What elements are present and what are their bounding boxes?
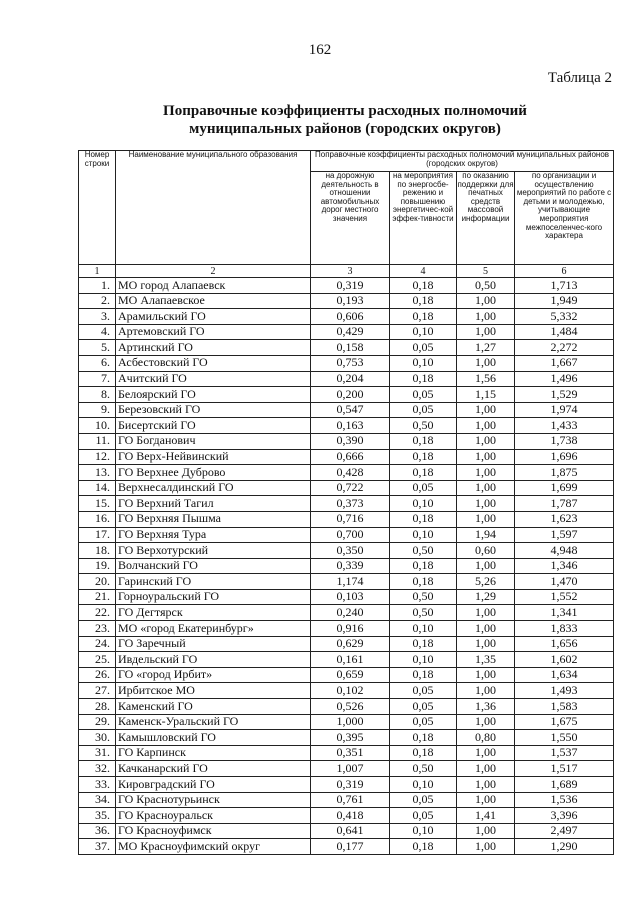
row-number-cell: 11.	[79, 433, 116, 449]
table-row	[79, 699, 614, 715]
energy-coefficient-cell: 0,18	[390, 839, 457, 855]
energy-coefficient-cell: 0,18	[390, 449, 457, 465]
road-coefficient-cell: 0,319	[311, 278, 390, 294]
road-coefficient-cell: 0,916	[311, 621, 390, 637]
municipality-name-cell: Камышловский ГО	[116, 730, 311, 746]
table-row	[79, 621, 614, 637]
table-row	[79, 324, 614, 340]
table-row	[79, 402, 614, 418]
row-number-cell: 26.	[79, 667, 116, 683]
column-number-6: 6	[515, 265, 614, 278]
youth-coefficient-cell: 5,332	[515, 309, 614, 325]
municipality-name-cell: Ирбитское МО	[116, 683, 311, 699]
municipality-name-cell: Гаринский ГО	[116, 574, 311, 590]
energy-coefficient-cell: 0,18	[390, 636, 457, 652]
press-coefficient-cell: 1,41	[457, 808, 515, 824]
press-coefficient-cell: 1,00	[457, 777, 515, 793]
municipality-name-cell: Асбестовский ГО	[116, 355, 311, 371]
row-number-cell: 8.	[79, 387, 116, 403]
youth-coefficient-cell: 1,597	[515, 527, 614, 543]
press-coefficient-cell: 1,00	[457, 683, 515, 699]
energy-coefficient-cell: 0,18	[390, 293, 457, 309]
youth-coefficient-cell: 1,656	[515, 636, 614, 652]
energy-coefficient-cell: 0,05	[390, 402, 457, 418]
youth-coefficient-cell: 1,550	[515, 730, 614, 746]
municipality-name-cell: ГО Красноуфимск	[116, 823, 311, 839]
table-row	[79, 340, 614, 356]
table-row	[79, 808, 614, 824]
table-row	[79, 745, 614, 761]
press-coefficient-cell: 1,94	[457, 527, 515, 543]
press-coefficient-cell: 1,00	[457, 402, 515, 418]
youth-coefficient-cell: 4,948	[515, 543, 614, 559]
press-coefficient-cell: 1,00	[457, 293, 515, 309]
youth-coefficient-cell: 1,493	[515, 683, 614, 699]
table-row	[79, 667, 614, 683]
press-coefficient-cell: 1,00	[457, 792, 515, 808]
road-coefficient-cell: 1,007	[311, 761, 390, 777]
energy-coefficient-cell: 0,18	[390, 465, 457, 481]
row-number-cell: 3.	[79, 309, 116, 325]
row-number-cell: 30.	[79, 730, 116, 746]
table-row	[79, 605, 614, 621]
energy-coefficient-cell: 0,05	[390, 714, 457, 730]
row-number-cell: 2.	[79, 293, 116, 309]
road-coefficient-cell: 0,641	[311, 823, 390, 839]
road-coefficient-cell: 0,158	[311, 340, 390, 356]
road-coefficient-cell: 0,761	[311, 792, 390, 808]
municipality-name-cell: Горноуральский ГО	[116, 589, 311, 605]
road-coefficient-cell: 0,103	[311, 589, 390, 605]
row-number-cell: 27.	[79, 683, 116, 699]
energy-coefficient-cell: 0,10	[390, 823, 457, 839]
energy-coefficient-cell: 0,18	[390, 558, 457, 574]
column-numbers-row	[79, 265, 614, 278]
table-row	[79, 293, 614, 309]
press-coefficient-cell: 0,80	[457, 730, 515, 746]
table-body	[79, 265, 614, 855]
youth-coefficient-cell: 1,833	[515, 621, 614, 637]
table-row	[79, 543, 614, 559]
youth-coefficient-cell: 1,470	[515, 574, 614, 590]
press-coefficient-cell: 1,00	[457, 496, 515, 512]
table-row	[79, 371, 614, 387]
road-coefficient-cell: 0,163	[311, 418, 390, 434]
municipality-name-cell: ГО Богданович	[116, 433, 311, 449]
header-coefficients-group: Поправочные коэффициенты расходных полномочий муниципальных районов (городских округов)	[311, 151, 614, 172]
youth-coefficient-cell: 1,536	[515, 792, 614, 808]
energy-coefficient-cell: 0,50	[390, 418, 457, 434]
press-coefficient-cell: 1,29	[457, 589, 515, 605]
youth-coefficient-cell: 1,689	[515, 777, 614, 793]
press-coefficient-cell: 1,00	[457, 480, 515, 496]
row-number-cell: 31.	[79, 745, 116, 761]
municipality-name-cell: МО «город Екатеринбург»	[116, 621, 311, 637]
row-number-cell: 23.	[79, 621, 116, 637]
municipality-name-cell: ГО «город Ирбит»	[116, 667, 311, 683]
road-coefficient-cell: 0,629	[311, 636, 390, 652]
energy-coefficient-cell: 0,10	[390, 324, 457, 340]
youth-coefficient-cell: 1,623	[515, 511, 614, 527]
youth-coefficient-cell: 1,634	[515, 667, 614, 683]
press-coefficient-cell: 1,00	[457, 433, 515, 449]
table-row	[79, 558, 614, 574]
municipality-name-cell: Качканарский ГО	[116, 761, 311, 777]
municipality-name-cell: ГО Верхнее Дуброво	[116, 465, 311, 481]
table-row	[79, 433, 614, 449]
column-number-3: 3	[311, 265, 390, 278]
youth-coefficient-cell: 1,517	[515, 761, 614, 777]
press-coefficient-cell: 1,00	[457, 667, 515, 683]
municipality-name-cell: ГО Верх-Нейвинский	[116, 449, 311, 465]
row-number-cell: 37.	[79, 839, 116, 855]
municipality-name-cell: ГО Верхняя Тура	[116, 527, 311, 543]
road-coefficient-cell: 0,659	[311, 667, 390, 683]
header-energy-saving: на мероприятия по энергосбе-режению и повышению энергетичес-кой эффек-тивности	[390, 172, 457, 265]
header-youth-work: по организации и осуществлению мероприятий по работе с детьми и молодежью, учитывающие мероприятия межпоселенчес-кого характера	[515, 172, 614, 265]
youth-coefficient-cell: 1,346	[515, 558, 614, 574]
column-number-1: 1	[79, 265, 116, 278]
press-coefficient-cell: 1,15	[457, 387, 515, 403]
header-row-number: Номер строки	[79, 151, 116, 265]
row-number-cell: 19.	[79, 558, 116, 574]
road-coefficient-cell: 0,666	[311, 449, 390, 465]
coefficients-table	[78, 150, 614, 855]
youth-coefficient-cell: 2,272	[515, 340, 614, 356]
energy-coefficient-cell: 0,18	[390, 667, 457, 683]
municipality-name-cell: Арамильский ГО	[116, 309, 311, 325]
press-coefficient-cell: 1,00	[457, 714, 515, 730]
press-coefficient-cell: 0,50	[457, 278, 515, 294]
table-row	[79, 714, 614, 730]
youth-coefficient-cell: 1,699	[515, 480, 614, 496]
table-row	[79, 480, 614, 496]
road-coefficient-cell: 1,174	[311, 574, 390, 590]
press-coefficient-cell: 1,00	[457, 839, 515, 855]
municipality-name-cell: Каменск-Уральский ГО	[116, 714, 311, 730]
energy-coefficient-cell: 0,18	[390, 371, 457, 387]
youth-coefficient-cell: 1,738	[515, 433, 614, 449]
row-number-cell: 24.	[79, 636, 116, 652]
header-press-support: по оказанию поддержки для печатных средств массовой информации	[457, 172, 515, 265]
row-number-cell: 1.	[79, 278, 116, 294]
press-coefficient-cell: 1,00	[457, 558, 515, 574]
municipality-name-cell: ГО Краснотурьинск	[116, 792, 311, 808]
municipality-name-cell: Ивдельский ГО	[116, 652, 311, 668]
row-number-cell: 34.	[79, 792, 116, 808]
energy-coefficient-cell: 0,18	[390, 433, 457, 449]
press-coefficient-cell: 1,00	[457, 823, 515, 839]
table-row	[79, 636, 614, 652]
energy-coefficient-cell: 0,50	[390, 589, 457, 605]
press-coefficient-cell: 1,00	[457, 636, 515, 652]
row-number-cell: 21.	[79, 589, 116, 605]
youth-coefficient-cell: 1,875	[515, 465, 614, 481]
energy-coefficient-cell: 0,10	[390, 652, 457, 668]
road-coefficient-cell: 0,395	[311, 730, 390, 746]
table-row	[79, 465, 614, 481]
press-coefficient-cell: 1,00	[457, 745, 515, 761]
row-number-cell: 14.	[79, 480, 116, 496]
table-row	[79, 652, 614, 668]
row-number-cell: 25.	[79, 652, 116, 668]
youth-coefficient-cell: 1,341	[515, 605, 614, 621]
energy-coefficient-cell: 0,05	[390, 808, 457, 824]
energy-coefficient-cell: 0,10	[390, 621, 457, 637]
press-coefficient-cell: 1,35	[457, 652, 515, 668]
row-number-cell: 4.	[79, 324, 116, 340]
municipality-name-cell: Березовский ГО	[116, 402, 311, 418]
youth-coefficient-cell: 1,949	[515, 293, 614, 309]
column-number-5: 5	[457, 265, 515, 278]
energy-coefficient-cell: 0,18	[390, 511, 457, 527]
youth-coefficient-cell: 2,497	[515, 823, 614, 839]
press-coefficient-cell: 1,56	[457, 371, 515, 387]
road-coefficient-cell: 0,240	[311, 605, 390, 621]
press-coefficient-cell: 1,00	[457, 309, 515, 325]
municipality-name-cell: Каменский ГО	[116, 699, 311, 715]
press-coefficient-cell: 1,00	[457, 324, 515, 340]
table-row	[79, 449, 614, 465]
road-coefficient-cell: 0,200	[311, 387, 390, 403]
municipality-name-cell: Артинский ГО	[116, 340, 311, 356]
energy-coefficient-cell: 0,18	[390, 745, 457, 761]
road-coefficient-cell: 0,429	[311, 324, 390, 340]
press-coefficient-cell: 1,00	[457, 449, 515, 465]
road-coefficient-cell: 0,390	[311, 433, 390, 449]
table-title-line2: муниципальных районов (городских округов)	[189, 121, 501, 137]
youth-coefficient-cell: 1,552	[515, 589, 614, 605]
youth-coefficient-cell: 1,537	[515, 745, 614, 761]
road-coefficient-cell: 0,526	[311, 699, 390, 715]
press-coefficient-cell: 1,00	[457, 621, 515, 637]
table-row	[79, 309, 614, 325]
energy-coefficient-cell: 0,18	[390, 309, 457, 325]
press-coefficient-cell: 5,26	[457, 574, 515, 590]
table-row	[79, 839, 614, 855]
row-number-cell: 16.	[79, 511, 116, 527]
row-number-cell: 9.	[79, 402, 116, 418]
road-coefficient-cell: 0,339	[311, 558, 390, 574]
row-number-cell: 32.	[79, 761, 116, 777]
table-row	[79, 777, 614, 793]
energy-coefficient-cell: 0,05	[390, 683, 457, 699]
energy-coefficient-cell: 0,10	[390, 777, 457, 793]
table-row	[79, 387, 614, 403]
municipality-name-cell: Верхнесалдинский ГО	[116, 480, 311, 496]
road-coefficient-cell: 0,373	[311, 496, 390, 512]
row-number-cell: 7.	[79, 371, 116, 387]
press-coefficient-cell: 0,60	[457, 543, 515, 559]
municipality-name-cell: МО Красноуфимский округ	[116, 839, 311, 855]
road-coefficient-cell: 0,204	[311, 371, 390, 387]
municipality-name-cell: ГО Карпинск	[116, 745, 311, 761]
energy-coefficient-cell: 0,05	[390, 480, 457, 496]
energy-coefficient-cell: 0,10	[390, 496, 457, 512]
table-header	[79, 151, 614, 265]
table-row	[79, 823, 614, 839]
header-municipality-name: Наименование муниципального образования	[116, 151, 311, 265]
row-number-cell: 22.	[79, 605, 116, 621]
table-row	[79, 527, 614, 543]
table-row	[79, 730, 614, 746]
youth-coefficient-cell: 1,675	[515, 714, 614, 730]
road-coefficient-cell: 0,350	[311, 543, 390, 559]
municipality-name-cell: Бисертский ГО	[116, 418, 311, 434]
energy-coefficient-cell: 0,10	[390, 527, 457, 543]
youth-coefficient-cell: 1,713	[515, 278, 614, 294]
press-coefficient-cell: 1,00	[457, 465, 515, 481]
road-coefficient-cell: 0,716	[311, 511, 390, 527]
municipality-name-cell: МО город Алапаевск	[116, 278, 311, 294]
road-coefficient-cell: 0,161	[311, 652, 390, 668]
header-road-activity: на дорожную деятельность в отношении автомобильных дорог местного значения	[311, 172, 390, 265]
youth-coefficient-cell: 1,583	[515, 699, 614, 715]
table-row	[79, 511, 614, 527]
energy-coefficient-cell: 0,18	[390, 278, 457, 294]
youth-coefficient-cell: 1,433	[515, 418, 614, 434]
road-coefficient-cell: 0,351	[311, 745, 390, 761]
road-coefficient-cell: 0,418	[311, 808, 390, 824]
road-coefficient-cell: 1,000	[311, 714, 390, 730]
column-number-4: 4	[390, 265, 457, 278]
row-number-cell: 15.	[79, 496, 116, 512]
row-number-cell: 13.	[79, 465, 116, 481]
table-row	[79, 589, 614, 605]
municipality-name-cell: ГО Дегтярск	[116, 605, 311, 621]
table-title-line1: Поправочные коэффициенты расходных полномочий	[163, 103, 527, 119]
road-coefficient-cell: 0,753	[311, 355, 390, 371]
road-coefficient-cell: 0,177	[311, 839, 390, 855]
row-number-cell: 36.	[79, 823, 116, 839]
press-coefficient-cell: 1,27	[457, 340, 515, 356]
table-row	[79, 683, 614, 699]
energy-coefficient-cell: 0,18	[390, 730, 457, 746]
municipality-name-cell: Ачитский ГО	[116, 371, 311, 387]
youth-coefficient-cell: 1,484	[515, 324, 614, 340]
row-number-cell: 28.	[79, 699, 116, 715]
row-number-cell: 12.	[79, 449, 116, 465]
municipality-name-cell: Волчанский ГО	[116, 558, 311, 574]
municipality-name-cell: Артемовский ГО	[116, 324, 311, 340]
page-number: 162	[308, 42, 332, 58]
municipality-name-cell: ГО Верхний Тагил	[116, 496, 311, 512]
energy-coefficient-cell: 0,05	[390, 340, 457, 356]
municipality-name-cell: Белоярский ГО	[116, 387, 311, 403]
municipality-name-cell: ГО Верхняя Пышма	[116, 511, 311, 527]
municipality-name-cell: ГО Красноуральск	[116, 808, 311, 824]
youth-coefficient-cell: 1,602	[515, 652, 614, 668]
road-coefficient-cell: 0,193	[311, 293, 390, 309]
row-number-cell: 35.	[79, 808, 116, 824]
table-title	[0, 102, 640, 138]
municipality-name-cell: МО Алапаевское	[116, 293, 311, 309]
energy-coefficient-cell: 0,50	[390, 605, 457, 621]
municipality-name-cell: ГО Заречный	[116, 636, 311, 652]
youth-coefficient-cell: 3,396	[515, 808, 614, 824]
table-row	[79, 761, 614, 777]
youth-coefficient-cell: 1,290	[515, 839, 614, 855]
table-row	[79, 418, 614, 434]
road-coefficient-cell: 0,319	[311, 777, 390, 793]
row-number-cell: 6.	[79, 355, 116, 371]
press-coefficient-cell: 1,00	[457, 511, 515, 527]
municipality-name-cell: Кировградский ГО	[116, 777, 311, 793]
energy-coefficient-cell: 0,50	[390, 543, 457, 559]
column-number-2: 2	[116, 265, 311, 278]
energy-coefficient-cell: 0,05	[390, 792, 457, 808]
table-row	[79, 792, 614, 808]
road-coefficient-cell: 0,547	[311, 402, 390, 418]
youth-coefficient-cell: 1,667	[515, 355, 614, 371]
press-coefficient-cell: 1,00	[457, 761, 515, 777]
press-coefficient-cell: 1,00	[457, 418, 515, 434]
energy-coefficient-cell: 0,05	[390, 699, 457, 715]
table-label: Таблица 2	[547, 70, 612, 86]
energy-coefficient-cell: 0,05	[390, 387, 457, 403]
youth-coefficient-cell: 1,529	[515, 387, 614, 403]
press-coefficient-cell: 1,36	[457, 699, 515, 715]
row-number-cell: 33.	[79, 777, 116, 793]
youth-coefficient-cell: 1,496	[515, 371, 614, 387]
row-number-cell: 18.	[79, 543, 116, 559]
road-coefficient-cell: 0,722	[311, 480, 390, 496]
row-number-cell: 20.	[79, 574, 116, 590]
table-row	[79, 574, 614, 590]
press-coefficient-cell: 1,00	[457, 355, 515, 371]
youth-coefficient-cell: 1,696	[515, 449, 614, 465]
row-number-cell: 29.	[79, 714, 116, 730]
youth-coefficient-cell: 1,974	[515, 402, 614, 418]
row-number-cell: 17.	[79, 527, 116, 543]
press-coefficient-cell: 1,00	[457, 605, 515, 621]
table-row	[79, 278, 614, 294]
table-row	[79, 355, 614, 371]
energy-coefficient-cell: 0,10	[390, 355, 457, 371]
municipality-name-cell: ГО Верхотурский	[116, 543, 311, 559]
table-row	[79, 496, 614, 512]
energy-coefficient-cell: 0,50	[390, 761, 457, 777]
road-coefficient-cell: 0,606	[311, 309, 390, 325]
row-number-cell: 10.	[79, 418, 116, 434]
road-coefficient-cell: 0,102	[311, 683, 390, 699]
energy-coefficient-cell: 0,18	[390, 574, 457, 590]
road-coefficient-cell: 0,428	[311, 465, 390, 481]
row-number-cell: 5.	[79, 340, 116, 356]
road-coefficient-cell: 0,700	[311, 527, 390, 543]
youth-coefficient-cell: 1,787	[515, 496, 614, 512]
